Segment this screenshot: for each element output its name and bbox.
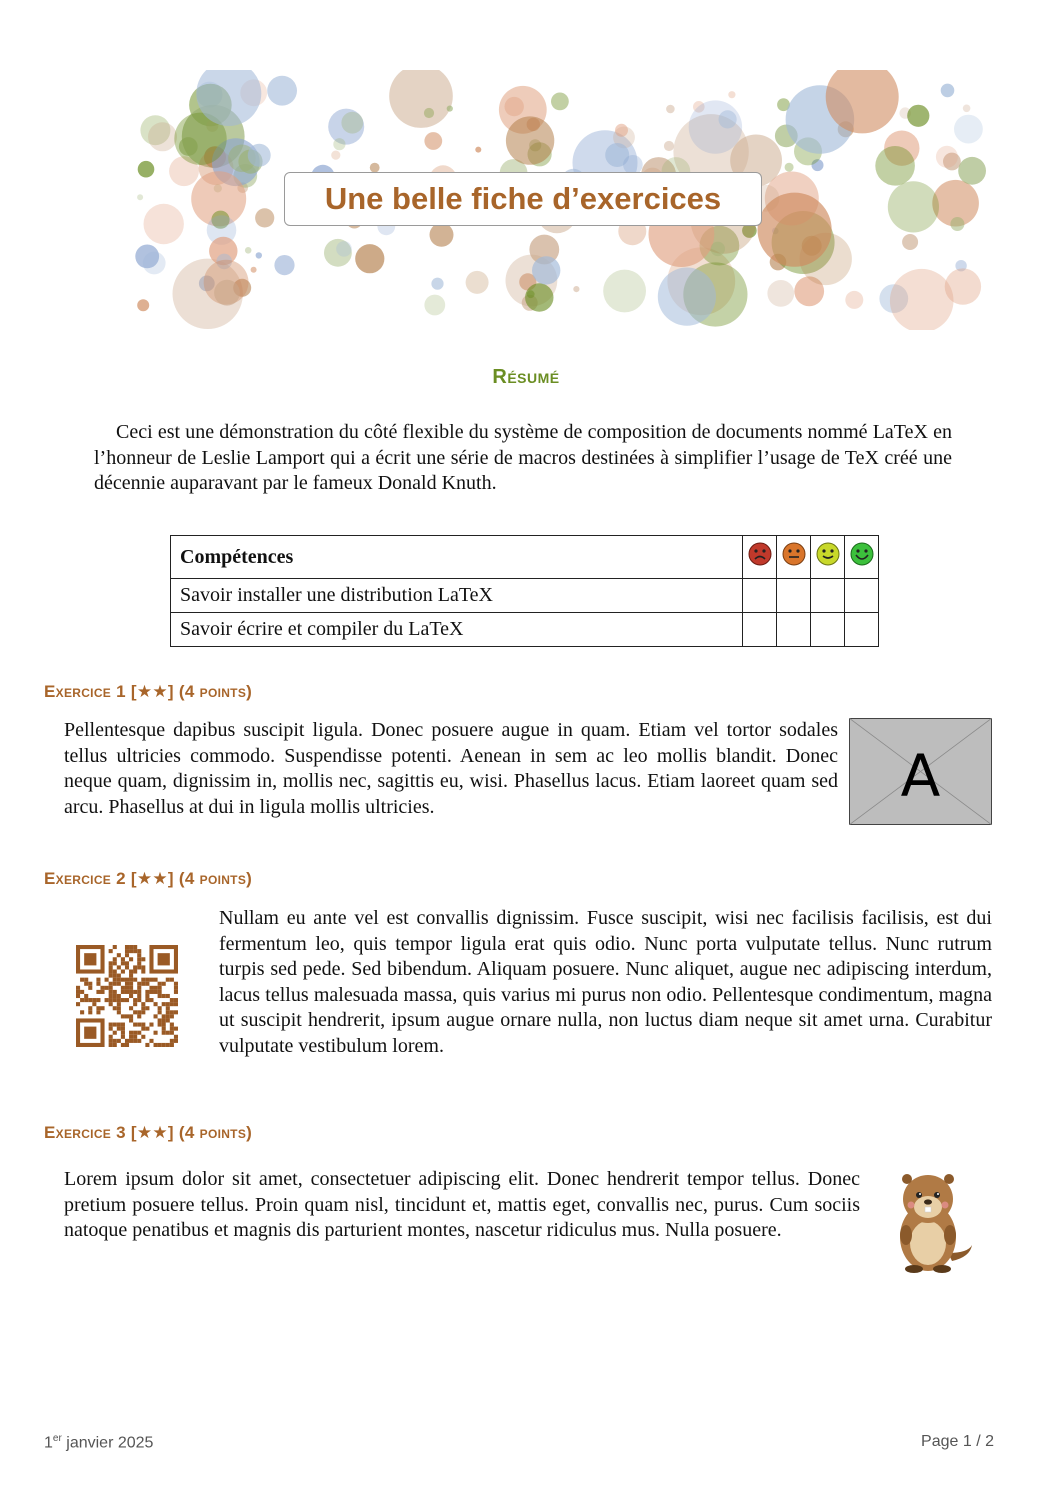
placeholder-image (849, 718, 992, 825)
bubble (758, 193, 832, 267)
exercise-1-text: Pellentesque dapibus suscipit ligula. Donec posuere augue in quam. Etiam vel tortor sodales tellus ultricies commodo. Suspendisse potenti. Aenean in sem ac leo mollis blandit. Donec neque quam, dignissim in, mollis nec, sagittis eu, wisi. Phasellus lacus. Etiam laoreet quam sed arcu. Phasellus at dui in ligula mollis ultricies. (64, 719, 838, 818)
rating-cell[interactable] (811, 579, 845, 613)
page-title: Une belle fiche d’exercices (284, 172, 762, 226)
bubble (137, 299, 149, 311)
skills-table (170, 535, 879, 647)
bubble (355, 244, 384, 273)
bubble (274, 255, 294, 275)
bubble (267, 76, 297, 106)
bubble (506, 116, 554, 164)
bubble (143, 252, 166, 275)
bubble (137, 194, 143, 200)
bubble (890, 269, 954, 330)
bubble (447, 106, 453, 112)
bubble (255, 208, 274, 227)
bubble (664, 141, 674, 151)
placeholder-letter: A (900, 742, 941, 810)
page-number: Page 1 / 2 (921, 1433, 994, 1450)
bubble (424, 108, 434, 118)
bubble (148, 122, 177, 151)
bubble (389, 70, 453, 128)
neutral-face-icon (777, 536, 811, 579)
bubble (248, 144, 271, 167)
marmot-icon (890, 1165, 974, 1275)
bubble (785, 163, 794, 172)
bubble (138, 161, 155, 178)
bubble (666, 105, 675, 114)
abstract-heading: Résumé (492, 366, 560, 388)
rating-cell[interactable] (777, 579, 811, 613)
exercise-3-heading: Exercice 3 [★★] (4 points) (44, 1123, 253, 1142)
bubble (214, 280, 240, 306)
rating-cell[interactable] (811, 613, 845, 647)
rating-cell[interactable] (743, 613, 777, 647)
bubble (333, 138, 345, 150)
bubble (845, 291, 863, 309)
bubble (341, 112, 363, 134)
bubble (941, 84, 955, 98)
skill-label: Savoir installer une distribution LaTeX (171, 579, 743, 613)
bubble (532, 256, 560, 284)
bubble (603, 270, 646, 313)
skills-header-row (171, 536, 879, 579)
bubble (431, 278, 443, 290)
bubble (424, 132, 442, 150)
table-row (171, 613, 879, 647)
bubble (527, 290, 535, 298)
bubble (245, 247, 252, 254)
bubble (331, 151, 340, 160)
bubble (888, 181, 939, 232)
table-row (171, 579, 879, 613)
bubble (658, 268, 716, 326)
bubble (689, 100, 742, 153)
bubble (875, 146, 915, 186)
bubble (615, 124, 628, 137)
bubble (573, 286, 579, 292)
bubble (466, 271, 489, 294)
exercise-2-heading: Exercice 2 [★★] (4 points) (44, 869, 253, 888)
rating-cell[interactable] (845, 579, 879, 613)
bubble (430, 223, 454, 247)
sad-face-icon (743, 536, 777, 579)
content-face-icon (811, 536, 845, 579)
rating-cell[interactable] (845, 613, 879, 647)
bubble (950, 217, 964, 231)
bubble (144, 204, 184, 244)
rating-cell[interactable] (743, 579, 777, 613)
exercise-2-text: Nullam eu ante vel est convallis dignissim. Fusce suscipit, wisi nec facilisis facilisis, est dui fermentum leo, quis tempor ligula erat quis odio. Nunc porta vulputate tellus. Nunc rutrum turpis sed pede. Sed bibendum. Aliquam posuere. Nunc aliquet, augue nec adipiscing interdum, lacus tellus malesuada massa, quis varius mi purus non odio. Pellentesque condimentum, magna ut suscipit hendrerit, ipsum augue ornare nulla, non luctus diam neque sit amet urna. Curabitur vulputate vestibulum lorem. (219, 907, 992, 1057)
bubble (424, 295, 445, 316)
bubble (954, 115, 983, 144)
bubble (475, 147, 481, 153)
rating-cell[interactable] (777, 613, 811, 647)
skills-header: Compétences (171, 536, 743, 579)
bubble (505, 97, 524, 116)
bubble (767, 280, 794, 307)
bubble (711, 242, 725, 256)
bubble (907, 105, 929, 127)
bubble (719, 110, 737, 128)
skill-label: Savoir écrire et compiler du LaTeX (171, 613, 743, 647)
abstract-text: Ceci est une démonstration du côté flexible du système de composition de documents nommé LaTeX en l’honneur de Leslie Lamport qui a écrit une série de macros destinées à simplifier l’usage de TeX créé une décennie auparavant par le fameux Donald Knuth. (94, 421, 952, 494)
bubble (936, 146, 958, 168)
bubble (251, 267, 257, 273)
bubble (336, 241, 352, 257)
bubble (902, 234, 918, 250)
exercise-1-heading: Exercice 1 [★★] (4 points) (44, 682, 253, 701)
bubble (958, 157, 986, 185)
happy-face-icon (845, 536, 879, 579)
bubble (256, 252, 262, 258)
bubble (963, 105, 971, 113)
bubble (728, 91, 735, 98)
footer-date: 1er janvier 2025 (44, 1433, 154, 1452)
qr-code-icon[interactable] (76, 945, 178, 1047)
exercise-3-text: Lorem ipsum dolor sit amet, consectetuer adipiscing elit. Donec hendrerit tempor tellus. Donec pretium posuere tellus. Proin quam nisl, tincidunt et, mattis eget, convallis nec, purus. Cum sociis natoque penatibus et magnis dis parturient montes, nascetur ridiculus mus. Nulla posuere. (64, 1168, 860, 1241)
bubble (551, 93, 569, 111)
